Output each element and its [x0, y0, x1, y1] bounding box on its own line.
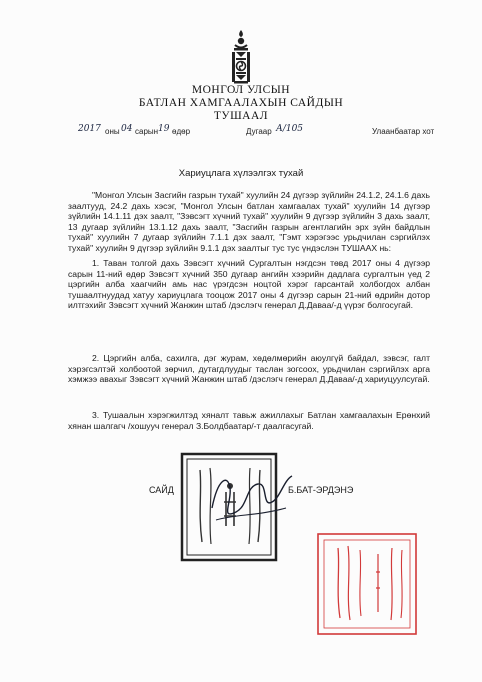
paragraph-text: 2. Цэргийн алба, сахилга, дэг журам, хөдөлмөрийн аюулгүй байдал, зэвсэг, галт хэрэгсэлтэй холбоотой зөрчил, дутагдлуудыг таслан зогсоох, урьдчилан сэргийлэх арга хэмжээ авахыг Зэвсэгт хүчний Жанжин штаб /дэслэгч генерал Д.Даваа/-д хариуцуулсугай. — [68, 353, 430, 385]
clause-2 — [68, 353, 430, 385]
number-label: Дугаар — [246, 127, 272, 136]
red-registration-stamp — [316, 532, 418, 636]
number-handwritten: А/105 — [276, 124, 304, 134]
month-handwritten: 04 — [121, 124, 133, 134]
day-handwritten: 19 — [158, 124, 170, 134]
header-country: МОНГОЛ УЛСЫН — [191, 84, 291, 96]
header-ministry: БАТЛАН ХАМГААЛАХЫН САЙДЫН — [138, 97, 344, 109]
soyombo-emblem-icon — [230, 28, 252, 86]
paragraph-text: 3. Тушаалын хэрэгжилтэд хяналт тавьж ажиллахыг Батлан хамгаалахын Ерөнхий хянан шалгагч /хошууч генерал З.Болдбаатар/-т даалгасугай. — [68, 410, 430, 431]
signatory-title: САЙД — [149, 485, 174, 495]
day-label: өдөр — [172, 127, 191, 136]
handwritten-signature — [206, 468, 296, 530]
month-label: сарын — [135, 127, 159, 136]
city-label: Улаанбаатар хот — [372, 127, 435, 136]
preamble-paragraph — [68, 190, 430, 254]
year-handwritten: 2017 — [78, 124, 101, 134]
paragraph-text: 1. Таван толгой дахь Зэвсэгт хүчний Сургалтын нэгдсэн төвд 2017 оны 4 дүгээр сарын 11-ний өдөр Зэвсэгт хүчний 350 дугаар ангийн хээрийн дадлага сургалтын үед 2 цэргийн алба хаагчийн амь нас үрэгдсэн ноцтой хэрэг гарсантай холбогдох албан тушаалтнуудад хатуу хариуцлага тооцож 2017 оны 4 дүгээр сарын 21-ний өдрийн дотор илтгэхийг Зэвсэгт хүчний Жанжин штаб /дэслэгч генерал Д.Даваа/-д үүрэг болгосугай. — [68, 258, 430, 311]
clause-1 — [68, 258, 430, 311]
signatory-name: Б.БАТ-ЭРДЭНЭ — [288, 485, 354, 495]
year-label: оны — [105, 127, 120, 136]
header-doc-type: ТУШААЛ — [213, 110, 269, 122]
document-title: Хариуцлага хүлээлгэх тухай — [178, 168, 304, 179]
paragraph-text: "Монгол Улсын Засгийн газрын тухай" хуулийн 24 дүгээр зүйлийн 24.1.2, 24.1.6 дахь заалтууд, 24.2 дахь хэсэг, "Монгол Улсын батлан хамгаалах тухай" хуулийн 14 дүгээр зүйлийн 14.1.11 дэх заалт, "Зэвсэгт хүчний тухай" хуулийн 9 дүгээр зүйлийн 3 дахь заалт, 13 дугаар зүйлийн 13.1.12 дахь заалт, "Засгийн газрын агентлагийн эрх зүйн байдлын тухай" хуулийн 7 дугаар зүйлийн 7.1.1 дэх заалт, "Гэмт хэрэгээс урьдчилан сэргийлэх тухай" хуулийн 9 дүгээр зүйлийн 9.1.1 дэх заалтыг тус тус үндэслэн ТУШААХ нь: — [68, 190, 430, 253]
clause-3 — [68, 410, 430, 431]
